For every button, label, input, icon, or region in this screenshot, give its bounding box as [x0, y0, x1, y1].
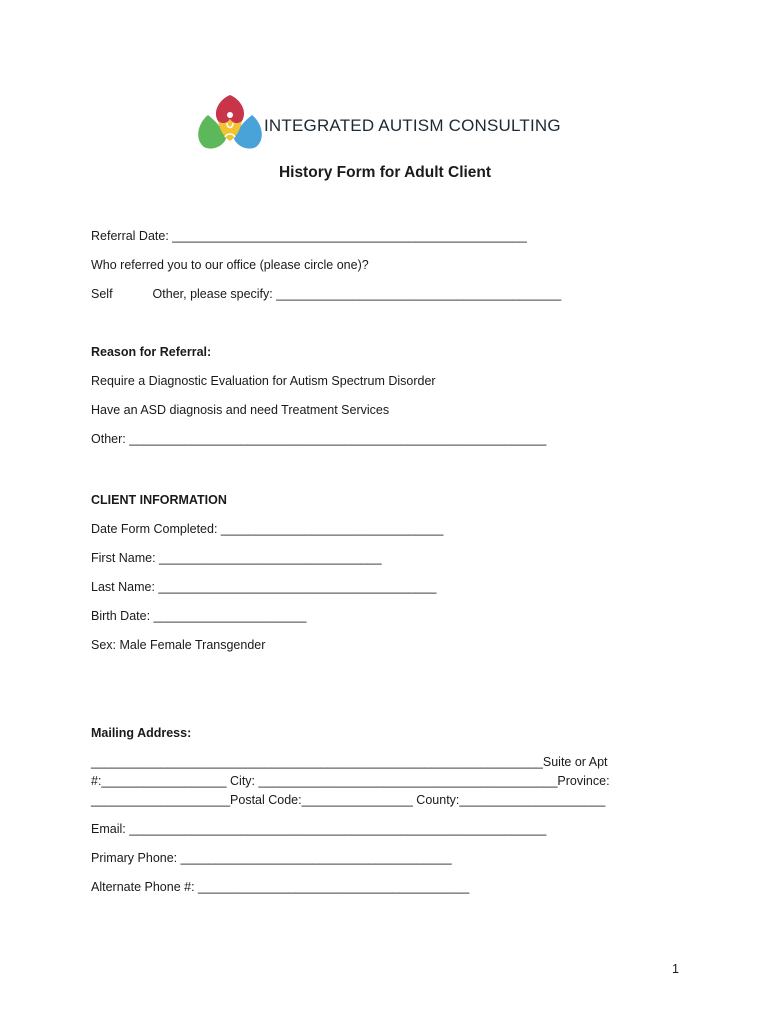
primary-phone-field[interactable]: Primary Phone: _______________________________________ [91, 851, 452, 865]
reason-heading: Reason for Referral: [91, 345, 212, 359]
form-title: History Form for Adult Client [278, 164, 492, 181]
address-line-city[interactable]: #:__________________ City: ___________________________________________Province: [91, 774, 610, 788]
birth-date-field[interactable]: Birth Date: ______________________ [91, 609, 307, 623]
reason-option-diagnostic[interactable]: Require a Diagnostic Evaluation for Autism Spectrum Disorder [91, 374, 436, 388]
reason-option-treatment[interactable]: Have an ASD diagnosis and need Treatment Services [91, 403, 390, 417]
sex-options[interactable]: Sex: Male Female Transgender [91, 638, 266, 652]
referral-question: Who referred you to our office (please circle one)? [91, 258, 369, 272]
option-other-field[interactable]: Other, please specify: _________________________________________ [152, 287, 562, 301]
address-line-postal[interactable]: ____________________Postal Code:________________ County:_____________________ [91, 793, 606, 807]
mailing-address-heading: Mailing Address: [91, 726, 192, 740]
referral-date-field[interactable]: Referral Date: ___________________________________________________ [91, 229, 527, 243]
client-info-heading: CLIENT INFORMATION [91, 493, 227, 507]
first-name-field[interactable]: First Name: ________________________________ [91, 551, 382, 565]
alternate-phone-field[interactable]: Alternate Phone #: _______________________________________ [91, 880, 470, 894]
email-field[interactable]: Email: ____________________________________________________________ [91, 822, 547, 836]
last-name-field[interactable]: Last Name: ________________________________________ [91, 580, 437, 594]
logo-icon [194, 93, 266, 153]
option-self[interactable]: Self [91, 287, 113, 301]
reason-other-field[interactable]: Other: ____________________________________________________________ [91, 432, 547, 446]
organization-name: INTEGRATED AUTISM CONSULTING [264, 116, 561, 135]
date-completed-field[interactable]: Date Form Completed: ________________________________ [91, 522, 444, 536]
referral-options [91, 287, 561, 301]
address-line-suite[interactable]: _________________________________________________________________Suite or Apt [91, 755, 608, 769]
page-number: 1 [672, 962, 679, 976]
